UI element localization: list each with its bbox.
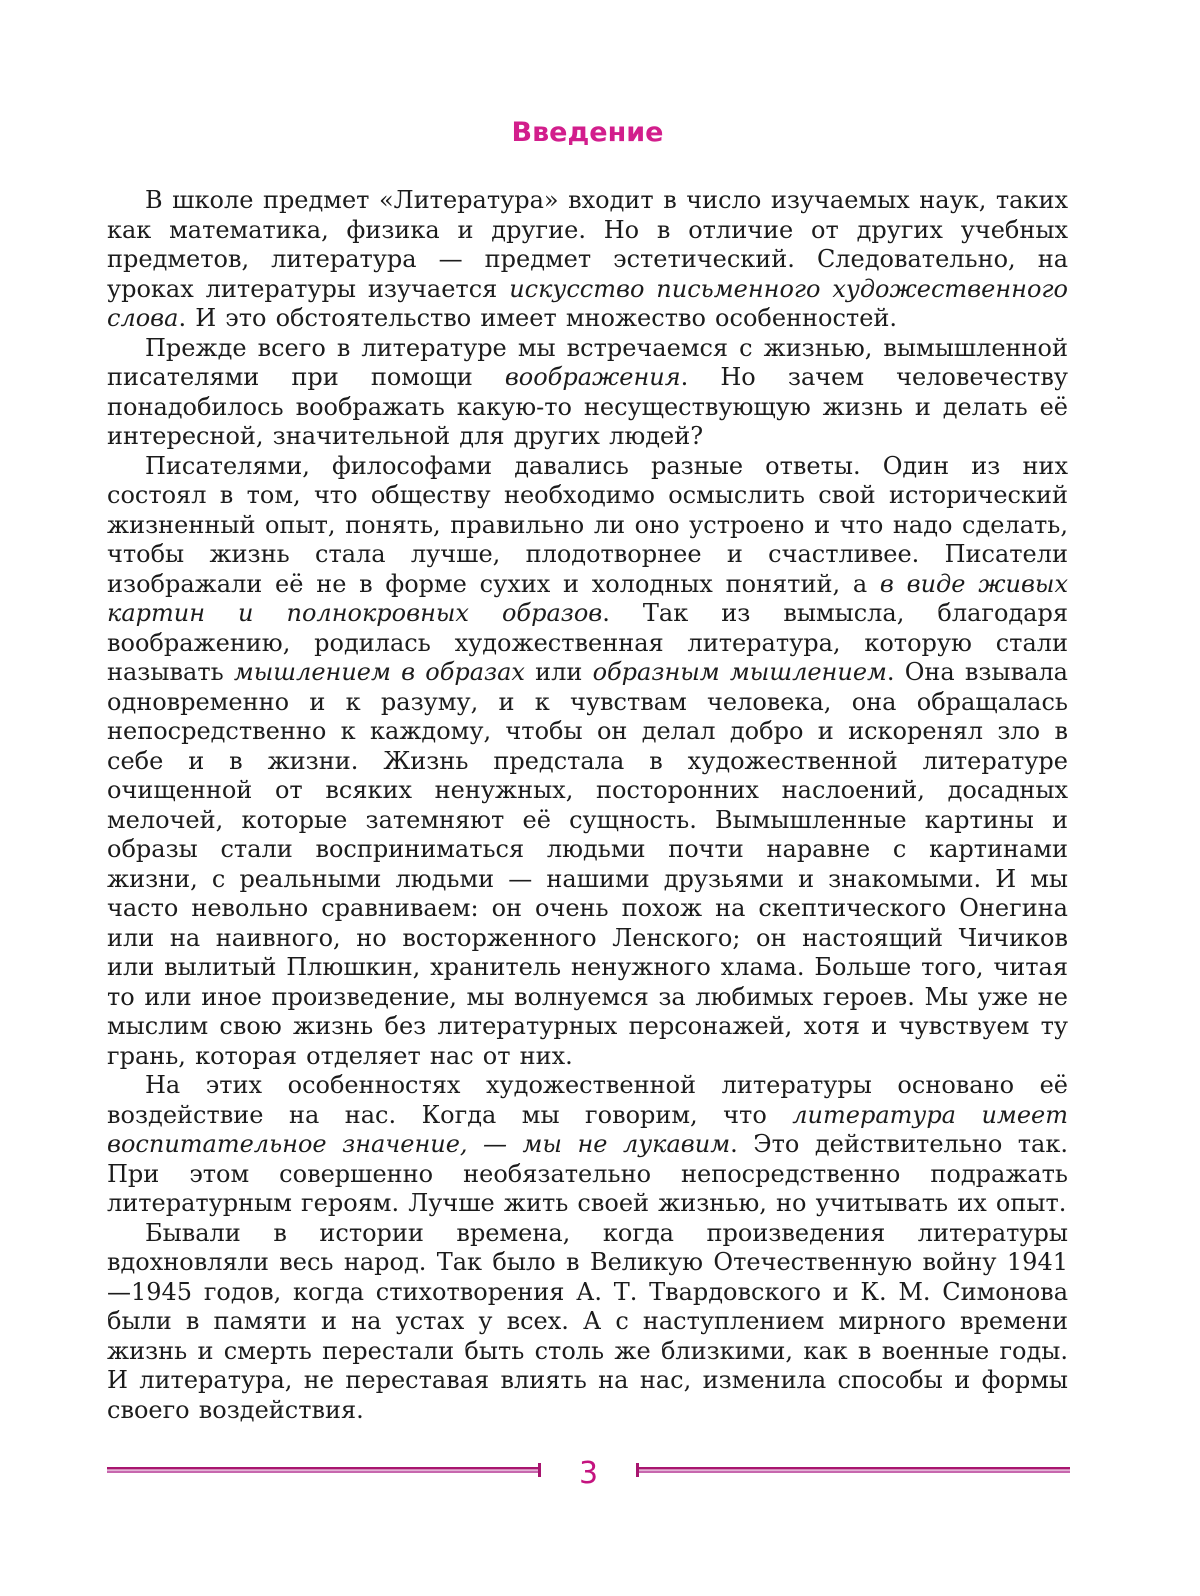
text-run-italic: в виде живых картин и полнокровных образов [107, 569, 1068, 627]
paragraph [107, 334, 1068, 452]
text-run: В школе предмет «Литература» входит в число изучаемых наук, таких как математика, физика и другие. Но в отличие от других учебных предметов, литература — предмет эстетический. Следовательно, на уроках литературы изучается [107, 186, 1068, 303]
text-run: . И это обстоятельство имеет множество особенностей. [178, 304, 898, 332]
text-run: Бывали в истории времена, когда произведения литературы вдохновляли весь народ. Так было в Великую Отечественную войну 1941—1945 годов, когда стихотворения А. Т. Твардовского и К. М. Симонова были в памяти и на устах у всех. А с наступлением мирного времени жизнь и смерть перестали быть столь же близкими, как в военные годы. И литература, не переставая влиять на нас, изменила способы и формы своего воздействия. [107, 1218, 1068, 1424]
footer-rule-right-tick [636, 1463, 639, 1477]
paragraph [107, 1071, 1068, 1219]
footer-rule-left-tick [538, 1463, 541, 1477]
text-run-italic: воображения [504, 363, 681, 391]
page-footer [107, 1455, 1070, 1491]
text-run-italic: образным мышлением [592, 658, 887, 686]
footer-rule-left [107, 1467, 541, 1473]
paragraph [107, 452, 1068, 1072]
text-run: Прежде всего в литературе мы встречаемся с жизнью, вымышленной писателями при помощи [107, 333, 1068, 391]
text-run: На этих особенностях художественной литературы основано её воздействие на нас. Когда мы говорим, что [107, 1071, 1068, 1129]
text-run-italic: литература имеет воспитательное значение, — мы не лукавим [107, 1100, 1068, 1158]
text-run: или [524, 658, 593, 686]
text-run: . Она взывала одновременно и к разуму, и к чувствам человека, она обращалась непосредственно к каждому, чтобы он делал добро и искоренял зло в себе и в жизни. Жизнь предстала в художественной литературе очищенной от всяких ненужных, посторонних наслоений, досадных мелочей, которые затемняют её сущность. Вымышленные картины и образы стали восприниматься людьми почти наравне с картинами жизни, с реальными людьми — нашими друзьями и знакомыми. И мы часто невольно сравниваем: он очень похож на скептического Онегина или на наивного, но восторженного Ленского; он настоящий Чичиков или вылитый Плюшкин, хранитель ненужного хлама. Больше того, читая то или иное произведение, мы волнуемся за любимых героев. Мы уже не мыслим свою жизнь без литературных персонажей, хотя и чувствуем ту грань, которая отделяет нас от них. [107, 658, 1068, 1070]
paragraph [107, 186, 1068, 334]
footer-rule-right [636, 1467, 1070, 1473]
page-title: Введение [511, 117, 664, 148]
paragraph [107, 1219, 1068, 1426]
text-run: Писателями, философами давались разные ответы. Один из них состоял в том, что обществу необходимо осмыслить свой исторический жизненный опыт, понять, правильно ли оно устроено и что надо сделать, чтобы жизнь стала лучше, плодотворнее и счастливее. Писатели изображали её не в форме сухих и холодных понятий, а [107, 451, 1068, 598]
page-number: 3 [578, 1456, 599, 1491]
text-run-italic: искусство письменного художественного слова [107, 274, 1068, 332]
text-run-italic: мышлением в образах [233, 658, 525, 686]
body-text [107, 186, 1068, 1425]
text-run: . Так из вымысла, благодаря воображению, родилась художественная литература, которую стали называть [107, 599, 1068, 686]
text-run: . Это действительно так. При этом совершенно необязательно непосредственно подражать литературным героям. Лучше жить своей жизнью, но учитывать их опыт. [107, 1130, 1068, 1217]
text-run: . Но зачем человечеству понадобилось воображать какую-то несуществующую жизнь и делать её интересной, значительной для других людей? [107, 363, 1068, 450]
page-content [107, 116, 1068, 1425]
